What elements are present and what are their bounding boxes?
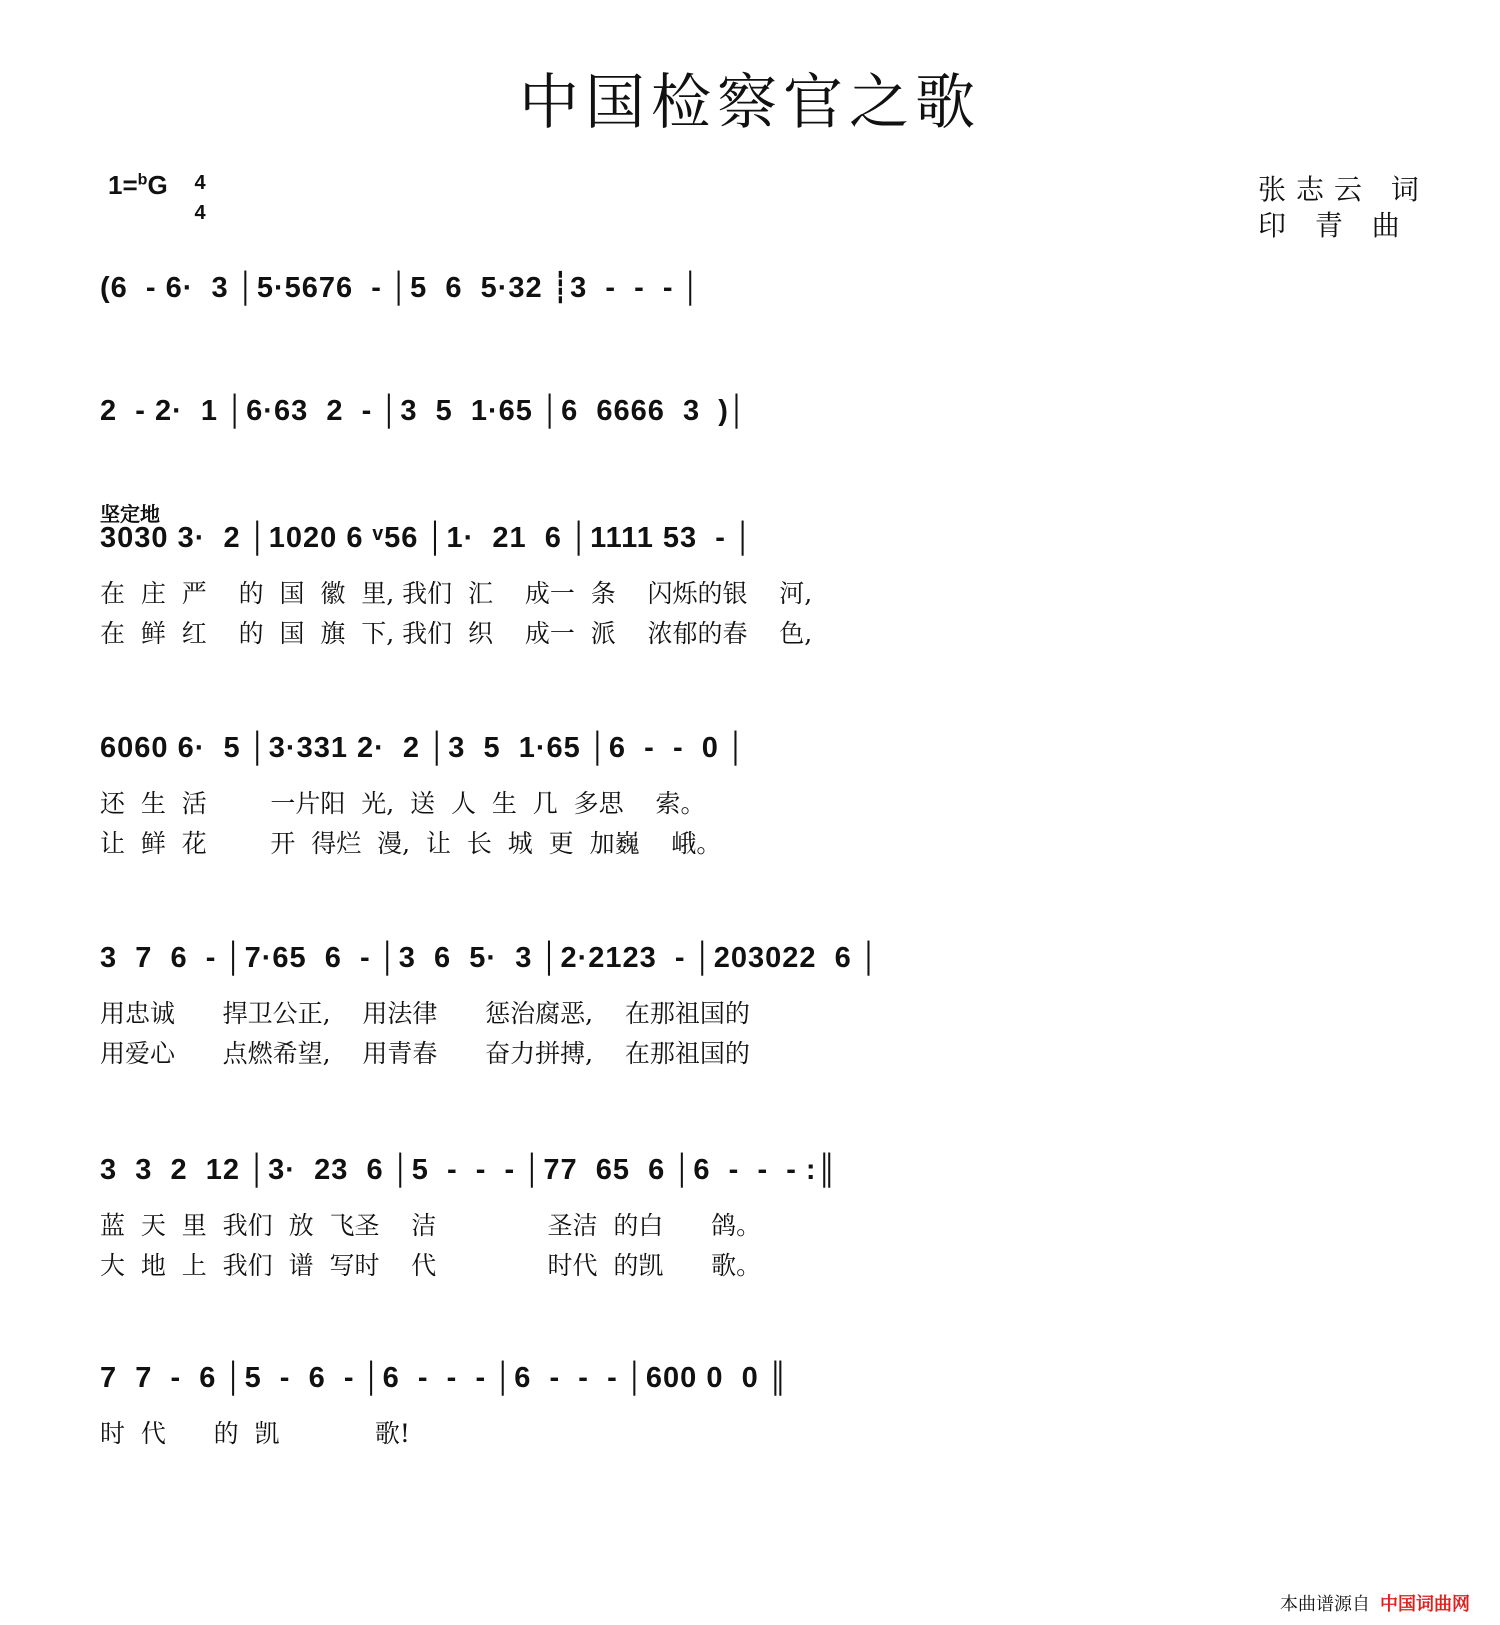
notes-line: 3030 3· 2 │1020 6 ᵛ56 │1· 21 6 │1111 53 - │ (100, 522, 755, 554)
meter-top: 4 (194, 172, 206, 194)
score-system-4 (100, 732, 1420, 862)
lyric-verse-2: 用爱心 点燃希望, 用青春 奋力拼搏, 在那祖国的 (100, 1039, 750, 1068)
notes-line: (6 - 6· 3 │5·5676 - │5 6 5·32 ┊3 - - - │ (100, 272, 702, 304)
notes-line: 2 - 2· 1 │6·63 2 - │3 5 1·65 │6 6666 3 )│ (100, 395, 749, 427)
meter-bottom: 4 (194, 202, 206, 224)
lyricist-credit: 张志云 词 (1258, 173, 1429, 206)
lyric-verse-1: 用忠诚 捍卫公正, 用法律 惩治腐恶, 在那祖国的 (100, 999, 750, 1028)
credits (1258, 172, 1429, 244)
score-system-5 (100, 942, 1420, 1072)
score-system-7 (100, 1362, 1420, 1492)
footer-source-text: 本曲谱源自 (1280, 1594, 1370, 1615)
footer-attribution (1280, 1590, 1470, 1616)
time-signature (188, 168, 212, 228)
score-title: 中国检察官之歌 (519, 68, 981, 138)
lyric-verse-2: 让 鲜 花 开 得烂 漫, 让 长 城 更 加巍 峨。 (100, 829, 722, 858)
notes-line: 7 7 - 6 │5 - 6 - │6 - - - │6 - - - │600 0 0 ║ (100, 1362, 790, 1394)
lyric-verse-2: 大 地 上 我们 谱 写时 代 时代 的凯 歌。 (100, 1251, 762, 1280)
key-prefix: 1= (108, 170, 138, 200)
footer-site-link[interactable]: 中国词曲网 (1380, 1594, 1470, 1615)
lyric-verse-1: 蓝 天 里 我们 放 飞圣 洁 圣洁 的白 鸽。 (100, 1211, 762, 1240)
notes-line: 6060 6· 5 │3·331 2· 2 │3 5 1·65 │6 - - 0 │ (100, 732, 748, 764)
notes-line: 3 3 2 12 │3· 23 6 │5 - - - │77 65 6 │6 - - - :║ (100, 1154, 839, 1186)
score-system-3 (100, 522, 1420, 652)
key-tonic: G (147, 170, 168, 200)
score-system-6 (100, 1154, 1420, 1284)
lyric-verse-1: 在 庄 严 的 国 徽 里, 我们 汇 成一 条 闪烁的银 河, (100, 579, 813, 608)
score-system-2 (100, 395, 1420, 525)
lyric-verse-1: 还 生 活 一片阳 光, 送 人 生 几 多思 索。 (100, 789, 706, 818)
key-flat: b (137, 171, 148, 189)
lyric-verse-1: 时 代 的 凯 歌! (100, 1419, 410, 1448)
composer-credit: 印 青 曲 (1258, 209, 1410, 242)
key-signature (108, 170, 168, 201)
score-system-1 (100, 270, 1420, 400)
lyric-verse-2: 在 鲜 红 的 国 旗 下, 我们 织 成一 派 浓郁的春 色, (100, 619, 813, 648)
notes-line: 3 7 6 - │7·65 6 - │3 6 5· 3 │2·2123 - │203022 6 │ (100, 942, 880, 974)
tempo-marking: 坚定地 (100, 502, 160, 526)
